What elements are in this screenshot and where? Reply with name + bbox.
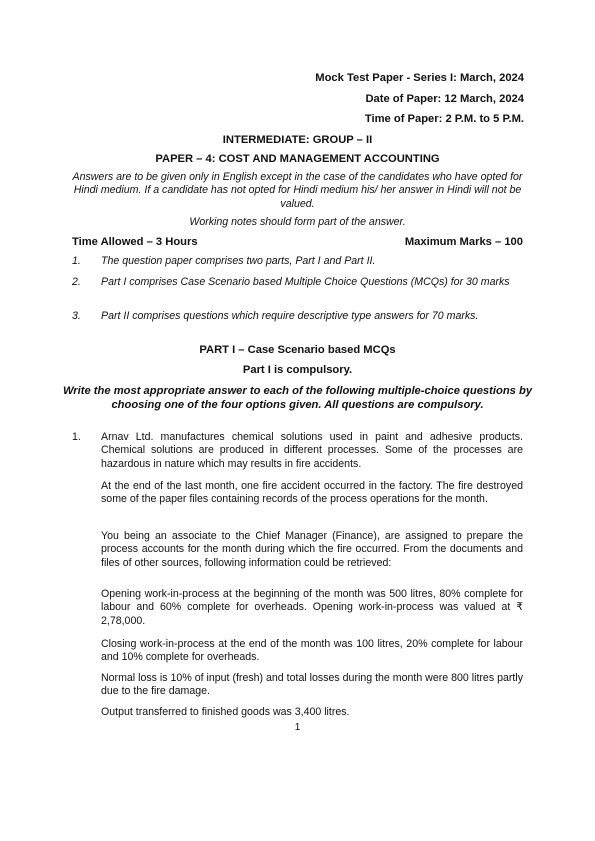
time-marks-row bbox=[72, 236, 523, 248]
medium-instruction: Answers are to be given only in English except in the case of the candidates who have opted for Hindi medium. If a candidate has not opted for Hindi medium his/ her answer in Hindi will not be valued. bbox=[72, 171, 523, 210]
instruction-text: The question paper comprises two parts, Part I and Part II. bbox=[101, 255, 376, 267]
question-paragraph: At the end of the last month, one fire accident occurred in the factory. The fire destroyed some of the paper files containing records of the process operations for the month. bbox=[101, 480, 523, 506]
maximum-marks: Maximum Marks – 100 bbox=[404, 236, 523, 248]
question-number: 1. bbox=[72, 431, 81, 443]
instruction-item bbox=[72, 255, 523, 268]
question-paragraph: Arnav Ltd. manufactures chemical solutions used in paint and adhesive products. Chemical solutions are produced in different processes. Some of the processes are hazardous in nature which may results in fire accidents. bbox=[101, 431, 523, 470]
instruction-number: 3. bbox=[72, 310, 81, 322]
question-paragraph: Opening work-in-process at the beginning of the month was 500 litres, 80% complete for labour and 60% complete for overheads. Opening work-in-process was valued at ₹ 2,78,000. bbox=[101, 588, 523, 627]
group-heading: INTERMEDIATE: GROUP – II bbox=[222, 134, 373, 146]
question-paragraph: Output transferred to finished goods was 3,400 litres. bbox=[101, 706, 350, 718]
instruction-number: 1. bbox=[72, 255, 81, 267]
instruction-text: Part II comprises questions which require descriptive type answers for 70 marks. bbox=[101, 310, 479, 322]
question-paragraph: Closing work-in-process at the end of the month was 100 litres, 20% complete for labour and 10% complete for overheads. bbox=[101, 638, 523, 664]
instruction-item bbox=[72, 276, 523, 289]
date-of-paper: Date of Paper: 12 March, 2024 bbox=[365, 93, 524, 105]
time-of-paper: Time of Paper: 2 P.M. to 5 P.M. bbox=[364, 113, 524, 125]
time-allowed: Time Allowed – 3 Hours bbox=[72, 236, 198, 248]
part-compulsory-note: Part I is compulsory. bbox=[242, 364, 353, 376]
page-number: 1 bbox=[294, 722, 301, 733]
instruction-text: Part I comprises Case Scenario based Multiple Choice Questions (MCQs) for 30 marks bbox=[101, 276, 510, 288]
question-paragraph: You being an associate to the Chief Manager (Finance), are assigned to prepare the process accounts for the month during which the fire occurred. From the documents and files of other sources, following information could be retrieved: bbox=[101, 530, 523, 569]
question-paragraph: Normal loss is 10% of input (fresh) and total losses during the month were 800 litres partly due to the fire damage. bbox=[101, 672, 523, 698]
instruction-item bbox=[72, 310, 523, 323]
part-instruction: Write the most appropriate answer to each of the following multiple-choice questions by choosing one of the four options given. All questions are compulsory. bbox=[62, 385, 533, 411]
part-title: PART I – Case Scenario based MCQs bbox=[199, 344, 396, 356]
paper-title: PAPER – 4: COST AND MANAGEMENT ACCOUNTING bbox=[155, 153, 440, 165]
instruction-number: 2. bbox=[72, 276, 81, 288]
mock-test-series-heading: Mock Test Paper - Series I: March, 2024 bbox=[315, 72, 524, 84]
working-notes-instruction: Working notes should form part of the answer. bbox=[189, 216, 406, 228]
